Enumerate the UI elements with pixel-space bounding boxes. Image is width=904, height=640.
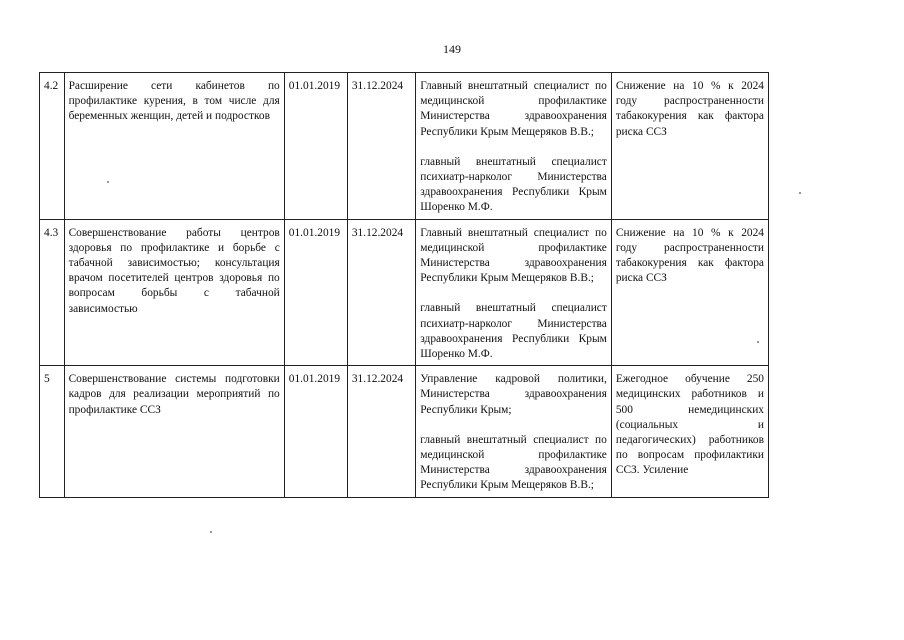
expected-result: Снижение на 10 % к 2024 году распространенности табакокурения как фактора риска ССЗ — [611, 73, 768, 220]
measure-name: Совершенствование системы подготовки кадров для реализации мероприятий по профилактике ССЗ — [64, 366, 284, 497]
table-row — [40, 219, 769, 366]
start-date: 01.01.2019 — [284, 219, 347, 366]
scan-speck — [757, 341, 759, 343]
row-number: 5 — [40, 366, 65, 497]
start-date: 01.01.2019 — [284, 73, 347, 220]
responsible-person: Главный внештатный специалист по медицинской профилактике Министерства здравоохранения Республики Крым Мещеряков В.В.; — [420, 80, 607, 138]
responsible-person: главный внештатный специалист психиатр-нарколог Министерства здравоохранения Республики Крым Шоренко М.Ф. — [420, 302, 607, 361]
measure-name: Совершенствование работы центров здоровья по профилактике и борьбе с табачной зависимостью; консультация врачом посетителей центров здоровья по вопросам борьбы с табачной зависимостью — [64, 219, 284, 366]
start-date: 01.01.2019 — [284, 366, 347, 497]
scan-speck — [799, 192, 801, 194]
table-row — [40, 73, 769, 220]
expected-result: Ежегодное обучение 250 медицинских работников и 500 немедицинских (социальных и педагогических) работников по вопросам профилактики ССЗ. Усиление — [611, 366, 768, 497]
responsible-cell — [416, 219, 612, 366]
responsible-person: Главный внештатный специалист по медицинской профилактике Министерства здравоохранения Республики Крым Мещеряков В.В.; — [420, 226, 607, 285]
measures-table — [39, 72, 769, 498]
responsible-person: Управление кадровой политики, Министерства здравоохранения Республики Крым; — [420, 373, 607, 416]
end-date: 31.12.2024 — [347, 219, 415, 366]
responsible-person: главный внештатный специалист психиатр-нарколог Министерства здравоохранения Республики Крым Шоренко М.Ф. — [420, 155, 607, 214]
row-number: 4.3 — [40, 219, 65, 366]
responsible-person: главный внештатный специалист по медицинской профилактике Министерства здравоохранения Республики Крым Мещеряков В.В.; — [420, 433, 607, 492]
scan-speck — [210, 531, 212, 533]
end-date: 31.12.2024 — [347, 366, 415, 497]
table-row — [40, 366, 769, 497]
page-number: 149 — [443, 42, 461, 56]
expected-result: Снижение на 10 % к 2024 году распространенности табакокурения как фактора риска ССЗ — [611, 219, 768, 366]
row-number: 4.2 — [40, 73, 65, 220]
responsible-cell — [416, 73, 612, 220]
measure-name: Расширение сети кабинетов по профилактике курения, в том числе для беременных женщин, детей и подростков — [64, 73, 284, 220]
end-date: 31.12.2024 — [347, 73, 415, 220]
scan-speck — [107, 181, 109, 183]
responsible-cell — [416, 366, 612, 497]
